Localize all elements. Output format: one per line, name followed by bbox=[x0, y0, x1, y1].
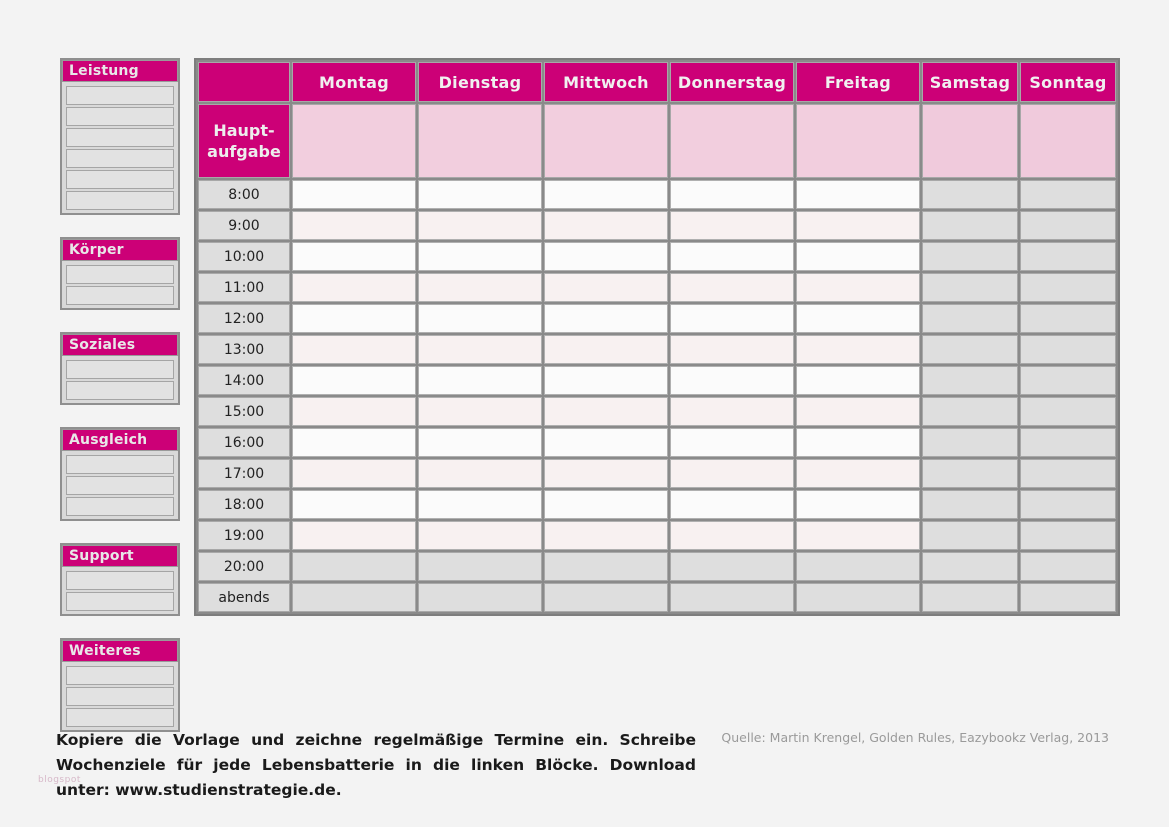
slot-cell[interactable] bbox=[544, 490, 668, 519]
main-task-row bbox=[198, 104, 1116, 178]
main-task-cell-freitag[interactable] bbox=[796, 104, 920, 178]
slot-cell[interactable] bbox=[418, 428, 542, 457]
slot-cell[interactable] bbox=[922, 459, 1018, 488]
slot-cell[interactable] bbox=[418, 583, 542, 612]
time-row bbox=[198, 428, 1116, 457]
main-task-cell-sonntag[interactable] bbox=[1020, 104, 1116, 178]
time-label: 18:00 bbox=[198, 490, 290, 519]
slot-cell[interactable] bbox=[292, 366, 416, 395]
battery-block-ausgleich[interactable] bbox=[60, 427, 180, 521]
slot-cell[interactable] bbox=[1020, 459, 1116, 488]
battery-rows bbox=[62, 451, 178, 519]
slot-cell[interactable] bbox=[292, 273, 416, 302]
slot-cell[interactable] bbox=[544, 180, 668, 209]
slot-cell[interactable] bbox=[544, 273, 668, 302]
battery-row[interactable] bbox=[66, 170, 174, 189]
slot-cell[interactable] bbox=[670, 521, 794, 550]
slot-cell[interactable] bbox=[544, 335, 668, 364]
main-task-cell-mittwoch[interactable] bbox=[544, 104, 668, 178]
time-label: 17:00 bbox=[198, 459, 290, 488]
slot-cell[interactable] bbox=[544, 304, 668, 333]
slot-cell[interactable] bbox=[670, 304, 794, 333]
slot-cell[interactable] bbox=[418, 490, 542, 519]
slot-cell[interactable] bbox=[1020, 211, 1116, 240]
battery-title: Soziales bbox=[62, 334, 178, 356]
slot-cell[interactable] bbox=[1020, 583, 1116, 612]
watermark-text: blogspot bbox=[38, 775, 81, 785]
slot-cell[interactable] bbox=[796, 583, 920, 612]
slot-cell[interactable] bbox=[922, 211, 1018, 240]
slot-cell[interactable] bbox=[670, 490, 794, 519]
slot-cell[interactable] bbox=[1020, 242, 1116, 271]
slot-cell[interactable] bbox=[292, 521, 416, 550]
slot-cell[interactable] bbox=[1020, 428, 1116, 457]
battery-rows bbox=[62, 82, 178, 213]
table-header-row bbox=[198, 62, 1116, 102]
battery-title: Ausgleich bbox=[62, 429, 178, 451]
time-label: 10:00 bbox=[198, 242, 290, 271]
slot-cell[interactable] bbox=[796, 490, 920, 519]
time-row bbox=[198, 211, 1116, 240]
battery-rows bbox=[62, 356, 178, 403]
time-row bbox=[198, 583, 1116, 612]
battery-row[interactable] bbox=[66, 286, 174, 305]
slot-cell[interactable] bbox=[1020, 273, 1116, 302]
slot-cell[interactable] bbox=[796, 428, 920, 457]
slot-cell[interactable] bbox=[292, 397, 416, 426]
slot-cell[interactable] bbox=[922, 273, 1018, 302]
slot-cell[interactable] bbox=[922, 180, 1018, 209]
slot-cell[interactable] bbox=[796, 552, 920, 581]
slot-cell[interactable] bbox=[418, 335, 542, 364]
slot-cell[interactable] bbox=[544, 552, 668, 581]
battery-row[interactable] bbox=[66, 666, 174, 685]
time-label: 16:00 bbox=[198, 428, 290, 457]
time-row bbox=[198, 459, 1116, 488]
slot-cell[interactable] bbox=[796, 304, 920, 333]
week-planner-grid bbox=[194, 58, 1120, 616]
battery-rows bbox=[62, 261, 178, 308]
battery-row[interactable] bbox=[66, 86, 174, 105]
battery-block-koerper[interactable] bbox=[60, 237, 180, 310]
slot-cell[interactable] bbox=[418, 521, 542, 550]
battery-block-weiteres[interactable] bbox=[60, 638, 180, 732]
slot-cell[interactable] bbox=[670, 335, 794, 364]
battery-row[interactable] bbox=[66, 265, 174, 284]
slot-cell[interactable] bbox=[796, 366, 920, 395]
slot-cell[interactable] bbox=[292, 242, 416, 271]
battery-row[interactable] bbox=[66, 360, 174, 379]
battery-sidebar bbox=[60, 58, 180, 754]
slot-cell[interactable] bbox=[418, 552, 542, 581]
slot-cell[interactable] bbox=[1020, 552, 1116, 581]
slot-cell[interactable] bbox=[670, 242, 794, 271]
slot-cell[interactable] bbox=[670, 397, 794, 426]
battery-title: Körper bbox=[62, 239, 178, 261]
slot-cell[interactable] bbox=[292, 583, 416, 612]
slot-cell[interactable] bbox=[1020, 180, 1116, 209]
slot-cell[interactable] bbox=[544, 428, 668, 457]
battery-title: Leistung bbox=[62, 60, 178, 82]
time-row bbox=[198, 273, 1116, 302]
day-header-donnerstag: Donnerstag bbox=[670, 62, 794, 102]
slot-cell[interactable] bbox=[922, 397, 1018, 426]
battery-row[interactable] bbox=[66, 128, 174, 147]
slot-cell[interactable] bbox=[292, 552, 416, 581]
time-row bbox=[198, 552, 1116, 581]
slot-cell[interactable] bbox=[796, 521, 920, 550]
slot-cell[interactable] bbox=[292, 335, 416, 364]
source-credit: Quelle: Martin Krengel, Golden Rules, Eazybookz Verlag, 2013 bbox=[721, 730, 1109, 745]
slot-cell[interactable] bbox=[670, 211, 794, 240]
slot-cell[interactable] bbox=[1020, 397, 1116, 426]
slot-cell[interactable] bbox=[292, 180, 416, 209]
slot-cell[interactable] bbox=[796, 397, 920, 426]
slot-cell[interactable] bbox=[922, 304, 1018, 333]
battery-row[interactable] bbox=[66, 455, 174, 474]
slot-cell[interactable] bbox=[544, 459, 668, 488]
battery-block-soziales[interactable] bbox=[60, 332, 180, 405]
slot-cell[interactable] bbox=[418, 180, 542, 209]
battery-title: Support bbox=[62, 545, 178, 567]
slot-cell[interactable] bbox=[922, 428, 1018, 457]
slot-cell[interactable] bbox=[544, 242, 668, 271]
slot-cell[interactable] bbox=[544, 397, 668, 426]
time-label: 8:00 bbox=[198, 180, 290, 209]
day-header-freitag: Freitag bbox=[796, 62, 920, 102]
slot-cell[interactable] bbox=[1020, 521, 1116, 550]
slot-cell[interactable] bbox=[922, 552, 1018, 581]
day-header-sonntag: Sonntag bbox=[1020, 62, 1116, 102]
main-task-label bbox=[198, 104, 290, 178]
slot-cell[interactable] bbox=[922, 242, 1018, 271]
slot-cell[interactable] bbox=[544, 366, 668, 395]
slot-cell[interactable] bbox=[796, 459, 920, 488]
day-header-mittwoch: Mittwoch bbox=[544, 62, 668, 102]
planner-table bbox=[196, 60, 1118, 614]
slot-cell[interactable] bbox=[922, 583, 1018, 612]
slot-cell[interactable] bbox=[418, 304, 542, 333]
time-label: abends bbox=[198, 583, 290, 612]
slot-cell[interactable] bbox=[922, 366, 1018, 395]
battery-row[interactable] bbox=[66, 149, 174, 168]
day-header-dienstag: Dienstag bbox=[418, 62, 542, 102]
slot-cell[interactable] bbox=[544, 211, 668, 240]
main-task-cell-montag[interactable] bbox=[292, 104, 416, 178]
slot-cell[interactable] bbox=[670, 459, 794, 488]
battery-row[interactable] bbox=[66, 107, 174, 126]
slot-cell[interactable] bbox=[670, 428, 794, 457]
slot-cell[interactable] bbox=[544, 521, 668, 550]
slot-cell[interactable] bbox=[796, 273, 920, 302]
day-header-samstag: Samstag bbox=[922, 62, 1018, 102]
battery-block-leistung[interactable] bbox=[60, 58, 180, 215]
instruction-text: Kopiere die Vorlage und zeichne regelmäßige Termine ein. Schreibe Wochenziele für jede Lebensbatterie in die linken Blöcke. Download unter: www.studienstrategie.de. bbox=[56, 731, 696, 799]
battery-title: Weiteres bbox=[62, 640, 178, 662]
slot-cell[interactable] bbox=[418, 459, 542, 488]
time-row bbox=[198, 490, 1116, 519]
slot-cell[interactable] bbox=[292, 428, 416, 457]
time-label: 11:00 bbox=[198, 273, 290, 302]
battery-row[interactable] bbox=[66, 381, 174, 400]
slot-cell[interactable] bbox=[1020, 490, 1116, 519]
main-task-cell-samstag[interactable] bbox=[922, 104, 1018, 178]
time-row bbox=[198, 521, 1116, 550]
main-task-label-line2: aufgabe bbox=[207, 142, 281, 161]
battery-row[interactable] bbox=[66, 191, 174, 210]
battery-row[interactable] bbox=[66, 497, 174, 516]
time-label: 20:00 bbox=[198, 552, 290, 581]
slot-cell[interactable] bbox=[670, 552, 794, 581]
slot-cell[interactable] bbox=[418, 397, 542, 426]
battery-row[interactable] bbox=[66, 708, 174, 727]
time-label: 12:00 bbox=[198, 304, 290, 333]
slot-cell[interactable] bbox=[670, 366, 794, 395]
slot-cell[interactable] bbox=[796, 211, 920, 240]
slot-cell[interactable] bbox=[922, 521, 1018, 550]
slot-cell[interactable] bbox=[1020, 366, 1116, 395]
time-label: 13:00 bbox=[198, 335, 290, 364]
corner-cell bbox=[198, 62, 290, 102]
main-task-label-line1: Haupt- bbox=[213, 121, 275, 140]
slot-cell[interactable] bbox=[922, 335, 1018, 364]
time-row bbox=[198, 242, 1116, 271]
battery-rows bbox=[62, 662, 178, 730]
slot-cell[interactable] bbox=[796, 242, 920, 271]
slot-cell[interactable] bbox=[292, 459, 416, 488]
time-label: 14:00 bbox=[198, 366, 290, 395]
time-label: 15:00 bbox=[198, 397, 290, 426]
time-label: 19:00 bbox=[198, 521, 290, 550]
slot-cell[interactable] bbox=[292, 490, 416, 519]
slot-cell[interactable] bbox=[796, 335, 920, 364]
slot-cell[interactable] bbox=[670, 583, 794, 612]
slot-cell[interactable] bbox=[418, 211, 542, 240]
battery-block-support[interactable] bbox=[60, 543, 180, 616]
slot-cell[interactable] bbox=[292, 304, 416, 333]
slot-cell[interactable] bbox=[796, 180, 920, 209]
slot-cell[interactable] bbox=[670, 273, 794, 302]
battery-row[interactable] bbox=[66, 687, 174, 706]
time-label: 9:00 bbox=[198, 211, 290, 240]
slot-cell[interactable] bbox=[418, 366, 542, 395]
battery-row[interactable] bbox=[66, 571, 174, 590]
slot-cell[interactable] bbox=[544, 583, 668, 612]
slot-cell[interactable] bbox=[1020, 304, 1116, 333]
slot-cell[interactable] bbox=[922, 490, 1018, 519]
slot-cell[interactable] bbox=[292, 211, 416, 240]
time-row bbox=[198, 366, 1116, 395]
time-row bbox=[198, 304, 1116, 333]
battery-row[interactable] bbox=[66, 476, 174, 495]
time-row bbox=[198, 180, 1116, 209]
main-task-cell-dienstag[interactable] bbox=[418, 104, 542, 178]
slot-cell[interactable] bbox=[1020, 335, 1116, 364]
slot-cell[interactable] bbox=[670, 180, 794, 209]
time-row bbox=[198, 397, 1116, 426]
slot-cell[interactable] bbox=[418, 242, 542, 271]
time-row bbox=[198, 335, 1116, 364]
battery-rows bbox=[62, 567, 178, 614]
slot-cell[interactable] bbox=[418, 273, 542, 302]
battery-row[interactable] bbox=[66, 592, 174, 611]
main-task-cell-donnerstag[interactable] bbox=[670, 104, 794, 178]
day-header-montag: Montag bbox=[292, 62, 416, 102]
